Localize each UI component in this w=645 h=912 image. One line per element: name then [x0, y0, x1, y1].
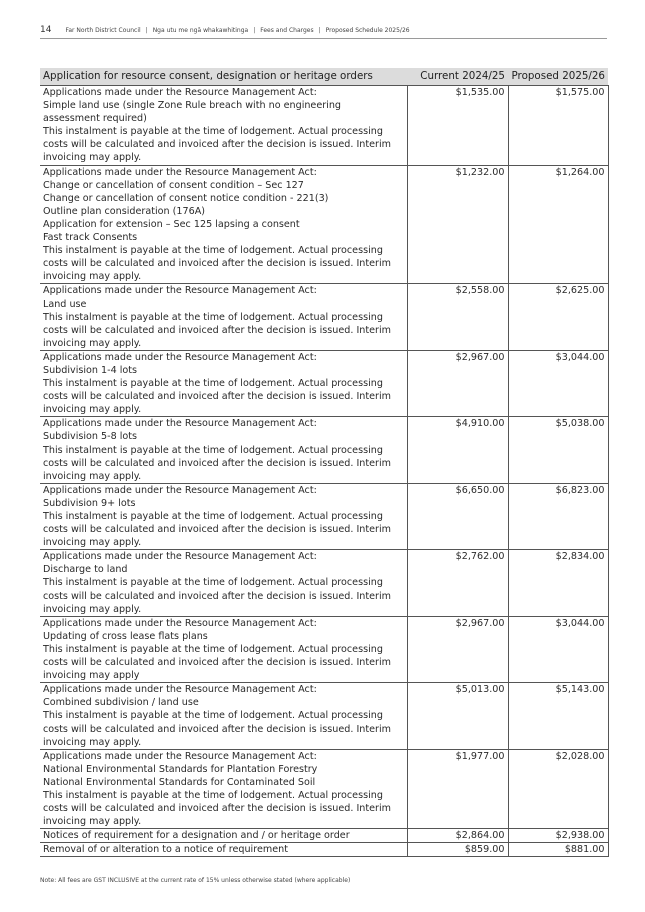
- current-fee: $2,762.00: [407, 550, 508, 616]
- description-line: This instalment is payable at the time of lodgement. Actual processing: [43, 444, 383, 456]
- current-fee: $6,650.00: [407, 483, 508, 549]
- description-line: Discharge to land: [43, 564, 128, 576]
- header-separator: |: [145, 26, 148, 34]
- column-header-description: Application for resource consent, designation or heritage orders: [40, 68, 407, 86]
- description-line: Change or cancellation of consent condition – Sec 127: [43, 179, 304, 191]
- fee-description: [40, 483, 407, 549]
- fee-description: [40, 165, 407, 284]
- table-row: [40, 350, 608, 416]
- description-line: Subdivision 9+ lots: [43, 497, 136, 509]
- header-separator: |: [318, 26, 321, 34]
- description-line: invoicing may apply.: [43, 816, 142, 828]
- fees-table: [40, 68, 609, 857]
- description-line: invoicing may apply.: [43, 470, 142, 482]
- description-line: Applications made under the Resource Management Act:: [43, 684, 317, 696]
- description-line: invoicing may apply.: [43, 404, 142, 416]
- table-row: [40, 165, 608, 284]
- proposed-fee: $881.00: [508, 843, 608, 857]
- description-line: Applications made under the Resource Management Act:: [43, 285, 317, 297]
- header-separator: |: [253, 26, 256, 34]
- description-line: Subdivision 5-8 lots: [43, 431, 138, 443]
- description-line: This instalment is payable at the time of lodgement. Actual processing: [43, 126, 383, 138]
- description-line: Updating of cross lease flats plans: [43, 630, 208, 642]
- proposed-fee: $5,143.00: [508, 683, 608, 749]
- table-row: [40, 616, 608, 682]
- description-line: Notices of requirement for a designation and / or heritage order: [43, 830, 350, 842]
- proposed-fee: $5,038.00: [508, 417, 608, 483]
- fee-description: [40, 683, 407, 749]
- description-line: costs will be calculated and invoiced after the decision is issued. Interim: [43, 457, 391, 469]
- proposed-fee: $3,044.00: [508, 616, 608, 682]
- description-line: Applications made under the Resource Management Act:: [43, 484, 317, 496]
- description-line: Subdivision 1-4 lots: [43, 364, 138, 376]
- description-line: costs will be calculated and invoiced after the decision is issued. Interim: [43, 324, 391, 336]
- description-line: costs will be calculated and invoiced after the decision is issued. Interim: [43, 524, 391, 536]
- current-fee: $2,864.00: [407, 829, 508, 843]
- description-line: Change or cancellation of consent notice condition - 221(3): [43, 192, 329, 204]
- header-rule: [40, 38, 607, 39]
- schedule-title: Proposed Schedule 2025/26: [325, 26, 410, 34]
- description-line: Application for extension – Sec 125 lapsing a consent: [43, 218, 300, 230]
- current-fee: $1,535.00: [407, 86, 508, 166]
- description-line: Applications made under the Resource Management Act:: [43, 617, 317, 629]
- fee-description: [40, 843, 407, 857]
- description-line: costs will be calculated and invoiced after the decision is issued. Interim: [43, 590, 391, 602]
- fee-description: [40, 749, 407, 829]
- description-line: costs will be calculated and invoiced after the decision is issued. Interim: [43, 258, 391, 270]
- description-line: National Environmental Standards for Contaminated Soil: [43, 776, 316, 788]
- description-line: National Environmental Standards for Plantation Forestry: [43, 763, 318, 775]
- description-line: Combined subdivision / land use: [43, 697, 199, 709]
- current-fee: $1,977.00: [407, 749, 508, 829]
- description-line: invoicing may apply.: [43, 271, 142, 283]
- council-name: Far North District Council: [65, 26, 141, 34]
- description-line: This instalment is payable at the time of lodgement. Actual processing: [43, 311, 383, 323]
- fee-description: [40, 350, 407, 416]
- description-line: invoicing may apply.: [43, 736, 142, 748]
- column-header-proposed: Proposed 2025/26: [508, 68, 608, 86]
- table-row: [40, 749, 608, 829]
- proposed-fee: $2,625.00: [508, 284, 608, 350]
- fee-description: [40, 829, 407, 843]
- proposed-fee: $2,938.00: [508, 829, 608, 843]
- table-row: [40, 829, 608, 843]
- description-line: Applications made under the Resource Management Act:: [43, 418, 317, 430]
- description-line: costs will be calculated and invoiced after the decision is issued. Interim: [43, 139, 391, 151]
- table-row: [40, 86, 608, 166]
- description-line: Applications made under the Resource Management Act:: [43, 551, 317, 563]
- description-line: Simple land use (single Zone Rule breach with no engineering: [43, 100, 342, 112]
- description-line: This instalment is payable at the time of lodgement. Actual processing: [43, 577, 383, 589]
- description-line: invoicing may apply.: [43, 337, 142, 349]
- description-line: invoicing may apply: [43, 670, 140, 682]
- fee-description: [40, 616, 407, 682]
- table-row: [40, 284, 608, 350]
- description-line: costs will be calculated and invoiced after the decision is issued. Interim: [43, 803, 391, 815]
- description-line: costs will be calculated and invoiced after the decision is issued. Interim: [43, 723, 391, 735]
- description-line: This instalment is payable at the time of lodgement. Actual processing: [43, 643, 383, 655]
- description-line: This instalment is payable at the time of lodgement. Actual processing: [43, 789, 383, 801]
- description-line: This instalment is payable at the time of lodgement. Actual processing: [43, 245, 383, 257]
- column-header-current: Current 2024/25: [407, 68, 508, 86]
- description-line: Outline plan consideration (176A): [43, 205, 206, 217]
- description-line: assessment required): [43, 113, 147, 125]
- description-line: invoicing may apply.: [43, 603, 142, 615]
- description-line: Fast track Consents: [43, 232, 138, 244]
- description-line: costs will be calculated and invoiced after the decision is issued. Interim: [43, 657, 391, 669]
- fee-description: [40, 86, 407, 166]
- page-header: [40, 22, 605, 38]
- table-row: [40, 550, 608, 616]
- section-title: Fees and Charges: [260, 26, 314, 34]
- table-row: [40, 417, 608, 483]
- current-fee: $2,558.00: [407, 284, 508, 350]
- gst-note: Note: All fees are GST INCLUSIVE at the current rate of 15% unless otherwise stated (where applicable): [40, 877, 351, 884]
- current-fee: $5,013.00: [407, 683, 508, 749]
- table-row: [40, 683, 608, 749]
- current-fee: $4,910.00: [407, 417, 508, 483]
- description-line: Removal of or alteration to a notice of requirement: [43, 844, 288, 856]
- description-line: costs will be calculated and invoiced after the decision is issued. Interim: [43, 391, 391, 403]
- description-line: This instalment is payable at the time of lodgement. Actual processing: [43, 378, 383, 390]
- proposed-fee: $1,575.00: [508, 86, 608, 166]
- description-line: This instalment is payable at the time of lodgement. Actual processing: [43, 710, 383, 722]
- fee-description: [40, 417, 407, 483]
- current-fee: $2,967.00: [407, 350, 508, 416]
- current-fee: $1,232.00: [407, 165, 508, 284]
- description-line: This instalment is payable at the time of lodgement. Actual processing: [43, 511, 383, 522]
- fee-description: [40, 284, 407, 350]
- proposed-fee: $2,834.00: [508, 550, 608, 616]
- description-line: Applications made under the Resource Management Act:: [43, 351, 317, 363]
- proposed-fee: $3,044.00: [508, 350, 608, 416]
- maori-title: Nga utu me ngā whakawhitinga: [152, 26, 249, 34]
- fee-description: [40, 550, 407, 616]
- description-line: invoicing may apply.: [43, 152, 142, 164]
- description-line: Applications made under the Resource Management Act:: [43, 750, 317, 762]
- description-line: Land use: [43, 298, 87, 310]
- proposed-fee: $2,028.00: [508, 749, 608, 829]
- table-row: [40, 483, 608, 549]
- current-fee: $2,967.00: [407, 616, 508, 682]
- proposed-fee: $6,823.00: [508, 483, 608, 549]
- page-number: 14: [40, 25, 52, 35]
- description-line: invoicing may apply.: [43, 537, 142, 549]
- table-body: [40, 86, 608, 857]
- current-fee: $859.00: [407, 843, 508, 857]
- description-line: Applications made under the Resource Management Act:: [43, 87, 317, 98]
- table-header-row: [40, 68, 608, 86]
- table-row: [40, 843, 608, 857]
- proposed-fee: $1,264.00: [508, 165, 608, 284]
- description-line: Applications made under the Resource Management Act:: [43, 166, 317, 178]
